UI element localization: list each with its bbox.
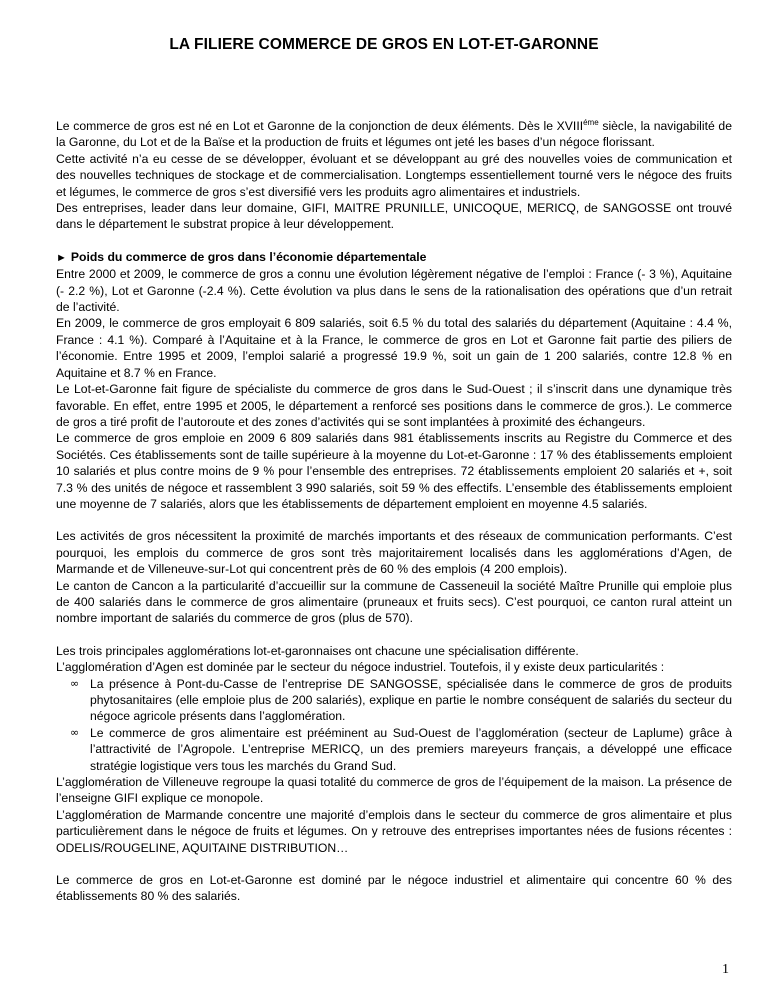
bullet-text: La présence à Pont-du-Casse de l’entreprise DE SANGOSSE, spécialisée dans le commerce de gros de produits phytosanitaires (elle emploie plus de 200 salariés), explique en partie le nombre conséquent de salariés du secteur du négoce agricole présents dans l’agglomération.	[90, 676, 732, 724]
intro-text-b: siècle, la navigabilité de la Garonne, du Lot et de la Baïse et la production de fruits et légumes ont jeté les bases d’un négoce florissant.	[56, 119, 732, 150]
document-title: LA FILIERE COMMERCE DE GROS EN LOT-ET-GARONNE	[169, 36, 599, 53]
intro-paragraph-3: Des entreprises, leader dans leur domaine, GIFI, MAITRE PRUNILLE, UNICOQUE, MERICQ, de SANGOSSE ont trouvé dans le département le substrat propice à leur développement.	[56, 201, 732, 232]
location-paragraph-2: Le canton de Cancon a la particularité d’accueillir sur la commune de Casseneuil la société Maître Prunille qui emploie plus de 400 salariés dans le commerce de gros alimentaire (pruneaux et fruits secs). C’est pourquoi, ce canton rural atteint un nombre important de salariés du commerce de gros (plus de 570).	[56, 578, 732, 626]
triangle-bullet-icon: ►	[56, 251, 67, 264]
intro-paragraph-1	[56, 118, 732, 151]
list-item	[56, 725, 732, 774]
page-number: 1	[722, 962, 729, 977]
section-heading	[56, 249, 732, 266]
infinity-bullet-icon: ∞	[70, 676, 80, 690]
section-heading-text: Poids du commerce de gros dans l’économie départementale	[70, 249, 427, 264]
intro-text-a: Le commerce de gros est né en Lot et Garonne de la conjonction de deux éléments. Dès le XVIII	[56, 119, 584, 133]
list-item	[56, 676, 732, 725]
section-paragraph-3: Le Lot-et-Garonne fait figure de spécialiste du commerce de gros dans le Sud-Ouest ; il s’inscrit dans une dynamique très favorable. En effet, entre 1995 et 2005, le département a renforcé ses positions dans le commerce de gros.). Le commerce de gros a tiré profit de l’autoroute et des zones d’activités qui se sont implantées à proximité des échangeurs.	[56, 382, 732, 429]
section-paragraph-1: Entre 2000 et 2009, le commerce de gros a connu une évolution légèrement négative de l’emploi : France (- 3 %), Aquitaine (- 2.2 %), Lot et Garonne (-2.4 %). Cette évolution va plus dans le sens de la rationalisation des opérations que d’un retrait de l’activité.	[56, 267, 732, 315]
section-paragraph-4: Le commerce de gros emploie en 2009 6 809 salariés dans 981 établissements inscrits au Registre du Commerce et des Sociétés. Ces établissements sont de taille supérieure à la moyenne du Lot-et-Garonne : 17 % des établissements emploient 10 salariés et plus contre moins de 9 % pour l’ensemble des entreprises. 72 établissements emploient 20 salariés et +, soit 7.3 % des unités de négoce et rassemblent 3 990 salariés, soit 59 % des effectifs. L’ensemble des établissements emploient une moyenne de 7 salariés, alors que les établissements de département emploient en moyenne 4.5 salariés.	[56, 431, 732, 511]
agglo-paragraph-2: L’agglomération d’Agen est dominée par le secteur du négoce industriel. Toutefois, il y existe deux particularités :	[56, 660, 665, 675]
agglo-paragraph-4: L’agglomération de Marmande concentre une majorité d’emplois dans le secteur du commerce de gros alimentaire et plus particulièrement dans le négoce de fruits et légumes. On y retrouve des entreprises importantes nées de fusions récentes : ODELIS/ROUGELINE, AQUITAINE DISTRIBUTION…	[56, 807, 732, 855]
agglo-paragraph-3: L’agglomération de Villeneuve regroupe la quasi totalité du commerce de gros de l’équipement de la maison. La présence de l’enseigne GIFI explique ce monopole.	[56, 775, 732, 806]
bullet-text: Le commerce de gros alimentaire est prééminent au Sud-Ouest de l’agglomération (secteur de Laplume) grâce à l’attractivité de l’Agropole. L’entreprise MERICQ, un des premiers mareyeurs français, a développé une efficace stratégie logistique vers tous les marchés du Grand Sud.	[90, 725, 732, 773]
infinity-bullet-icon: ∞	[70, 725, 80, 739]
century-superscript: éme	[583, 118, 599, 127]
location-paragraph-1: Les activités de gros nécessitent la proximité de marchés importants et des réseaux de communication performants. C’est pourquoi, les emplois du commerce de gros sont très majoritairement localisés dans les agglomérations d’Agen, de Marmande et de Villeneuve-sur-Lot qui concentrent près de 60 % des emplois (4 200 emplois).	[56, 529, 732, 577]
agglo-bullet-list	[56, 676, 732, 774]
intro-paragraph-2: Cette activité n’a eu cesse de se développer, évoluant et se développant au gré des nouvelles voies de communication et des nouvelles techniques de stockage et de commercialisation. Longtemps essentiellement tourné vers le négoce des fruits et légumes, le commerce de gros s’est diversifié vers les produits agro alimentaires et industriels.	[56, 151, 732, 199]
section-paragraph-2: En 2009, le commerce de gros employait 6 809 salariés, soit 6.5 % du total des salariés du département (Aquitaine : 4.4 %, France : 4.1 %). Comparé à l’Aquitaine et à la France, le commerce de gros en Lot et Garonne fait partie des piliers de l’économie. Entre 1995 et 2009, l’emploi salarié a progressé 19.9 %, soit un gain de 1 200 salariés, contre 12.8 % en Aquitaine et 8.7 % en France.	[56, 316, 732, 380]
agglo-paragraph-1: Les trois principales agglomérations lot-et-garonnaises ont chacune une spécialisation différente.	[56, 643, 579, 658]
conclusion-paragraph: Le commerce de gros en Lot-et-Garonne est dominé par le négoce industriel et alimentaire qui concentre 60 % des établissements 80 % des salariés.	[56, 873, 732, 904]
document-body	[56, 118, 732, 905]
